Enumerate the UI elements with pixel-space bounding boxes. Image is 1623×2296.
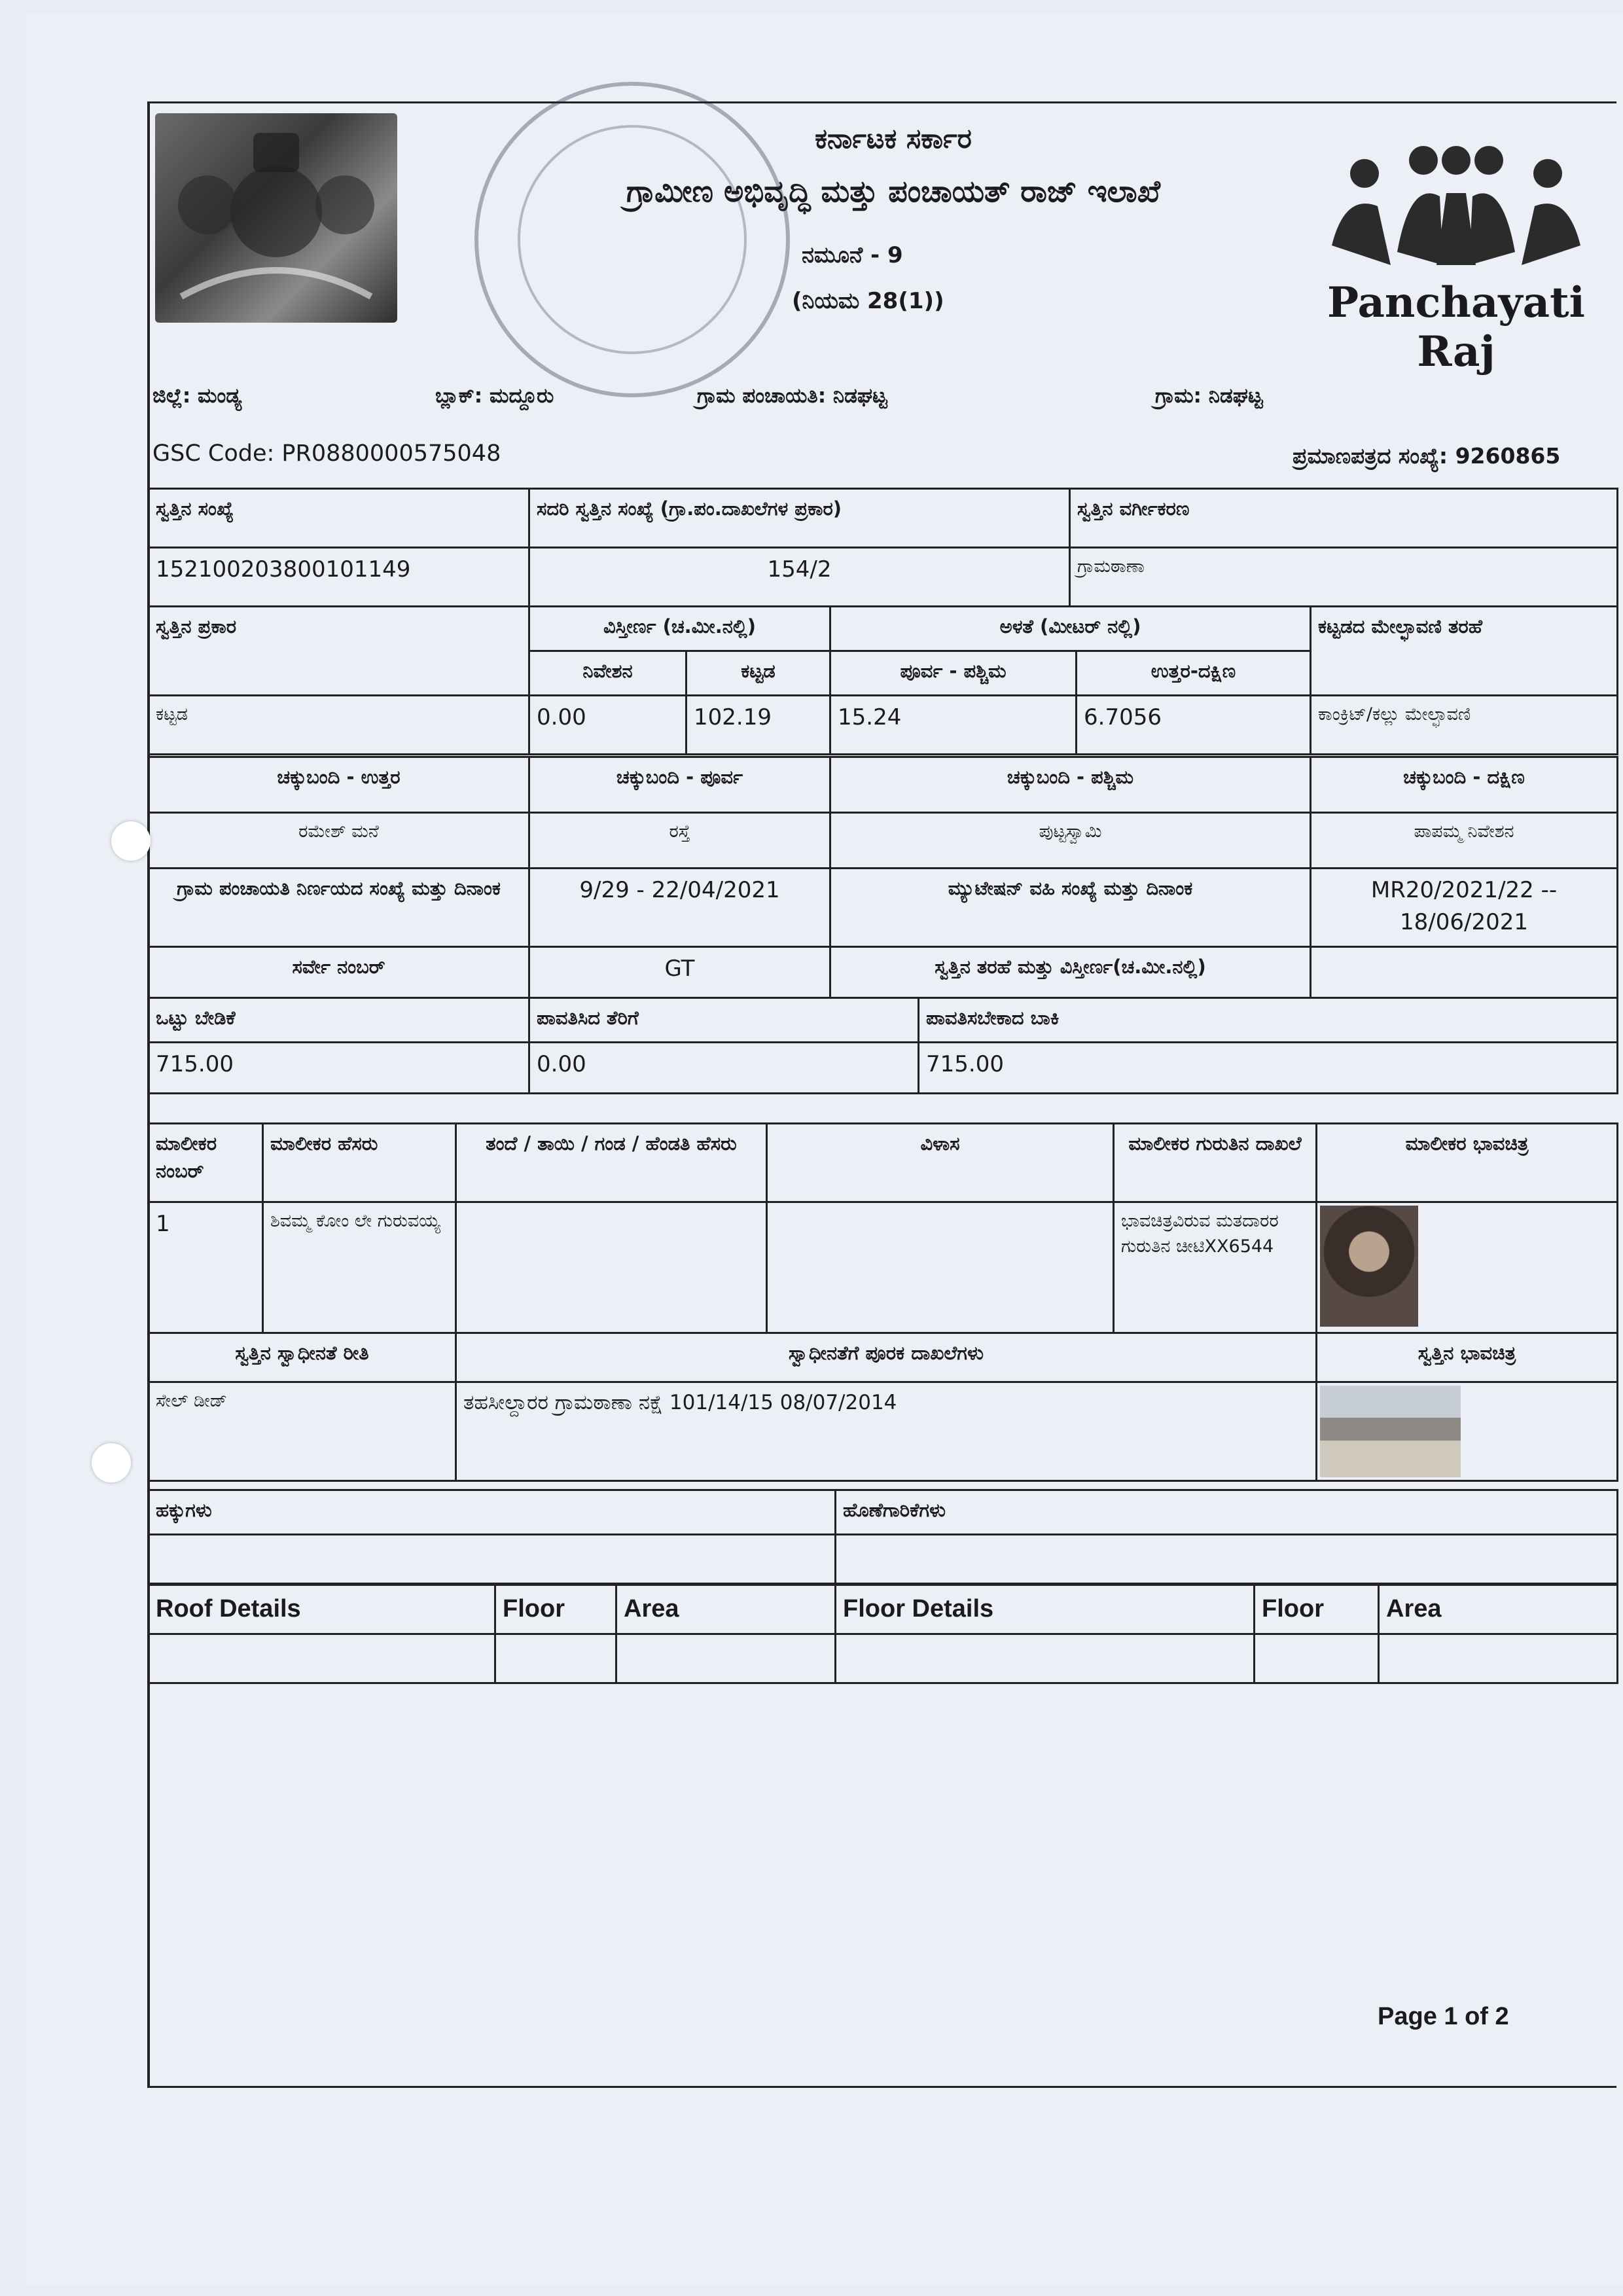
balance-value: 715.00 <box>919 1043 1618 1094</box>
liabilities-label: ಹೊಣೆಗಾರಿಕೆಗಳು <box>836 1490 1618 1535</box>
form-number: ನಮೂನೆ - 9 <box>802 242 903 268</box>
east-west-label: ಪೂರ್ವ - ಪಶ್ಚಿಮ <box>830 651 1077 696</box>
people-icon <box>1319 134 1594 278</box>
east-label: ಚಕ್ಕುಬಂದಿ - ಪೂರ್ವ <box>529 757 830 813</box>
gsc-code: GSC Code: PR0880000575048 <box>152 440 501 467</box>
mutation-label: ಮ್ಯುಟೇಷನ್ ವಹಿ ಸಂಖ್ಯೆ ಮತ್ತು ದಿನಾಂಕ <box>830 869 1311 947</box>
owner-number-header: ಮಾಲೀಕರ ನಂಬರ್ <box>149 1124 263 1202</box>
roof-details-header: Roof Details <box>149 1585 495 1634</box>
tax-table <box>147 997 1618 1094</box>
id-doc-header: ಮಾಲೀಕರ ಗುರುತಿನ ದಾಖಲೆ <box>1114 1124 1317 1202</box>
rule-number: (ನಿಯಮ 28(1)) <box>792 288 944 314</box>
address-header: ವಿಳಾಸ <box>767 1124 1114 1202</box>
gp-number-label: ಸದರಿ ಸ್ವತ್ತಿನ ಸಂಖ್ಯೆ (ಗ್ರಾ.ಪಂ.ದಾಖಲೆಗಳ ಪ್ರಕಾರ) <box>529 489 1070 548</box>
roof-type-value: ಕಾಂಕ್ರಿಟ್/ಕಲ್ಲು ಮೇಲ್ಛಾವಣಿ <box>1311 696 1618 755</box>
dimension-label: ಅಳತೆ (ಮೀಟರ್ ನಲ್ಲಿ) <box>830 607 1311 651</box>
ownership-table <box>147 1332 1618 1482</box>
owner-id-doc: ಭಾವಚಿತ್ರವಿರುವ ಮತದಾರರ ಗುರುತಿನ ಚೀಟಿXX6544 <box>1114 1202 1317 1333</box>
owner-name-header: ಮಾಲೀಕರ ಹೆಸರು <box>263 1124 456 1202</box>
gp-number-value: 154/2 <box>529 548 1070 607</box>
property-id-label: ಸ್ವತ್ತಿನ ಸಂಖ್ಯೆ <box>149 489 529 548</box>
certificate-number: ಪ್ರಮಾಣಪತ್ರದ ಸಂಖ್ಯೆ: 9260865 <box>1293 443 1561 469</box>
details-table <box>147 1584 1618 1684</box>
balance-label: ಪಾವತಿಸಬೇಕಾದ ಬಾಕಿ <box>919 998 1618 1043</box>
floor-floor-header: Floor <box>1255 1585 1379 1634</box>
classification-value: ಗ್ರಾಮಠಾಣಾ <box>1070 548 1618 607</box>
table-row <box>149 1202 1618 1333</box>
site-value: 0.00 <box>529 696 687 755</box>
ownership-mode-label: ಸ್ವತ್ತಿನ ಸ್ವಾಧೀನತೆ ರೀತಿ <box>149 1333 456 1382</box>
owner-photo-cell <box>1317 1202 1618 1333</box>
type-extent-value <box>1311 947 1618 998</box>
owner-photo <box>1320 1206 1418 1327</box>
owner-number: 1 <box>149 1202 263 1333</box>
floor-details-header: Floor Details <box>836 1585 1255 1634</box>
page-number: Page 1 of 2 <box>1378 2003 1509 2030</box>
survey-label: ಸರ್ವೇ ನಂಬರ್ <box>149 947 529 998</box>
owner-address <box>767 1202 1114 1333</box>
north-south-label: ಉತ್ತರ-ದಕ್ಷಿಣ <box>1077 651 1311 696</box>
logo-text: Panchayati Raj <box>1327 278 1585 376</box>
type-extent-label: ಸ್ವತ್ತಿನ ತರಹೆ ಮತ್ತು ವಿಸ್ತೀರ್ಣ(ಚ.ಮೀ.ನಲ್ಲಿ) <box>830 947 1311 998</box>
roof-type-label: ಕಟ್ಟಡದ ಮೇಲ್ಛಾವಣಿ ತರಹೆ <box>1311 607 1618 696</box>
property-table <box>147 488 1618 607</box>
extent-label: ವಿಸ್ತೀರ್ಣ (ಚ.ಮೀ.ನಲ್ಲಿ) <box>529 607 830 651</box>
rights-label: ಹಕ್ಕುಗಳು <box>149 1490 836 1535</box>
north-label: ಚಕ್ಕುಬಂದಿ - ಉತ್ತರ <box>149 757 529 813</box>
liabilities-value <box>836 1535 1618 1584</box>
building-label: ಕಟ್ಟಡ <box>687 651 830 696</box>
rights-table <box>147 1489 1618 1585</box>
ownership-mode-value: ಸೇಲ್ ಡೀಡ್ <box>149 1382 456 1481</box>
district: ಜಿಲ್ಲೆ: ಮಂಡ್ಯ <box>152 384 242 408</box>
owners-table <box>147 1122 1618 1334</box>
property-certificate <box>147 101 1616 2088</box>
block: ಬ್ಲಾಕ್: ಮದ್ದೂರು <box>435 384 554 408</box>
boundary-table <box>147 756 1618 999</box>
west-label: ಚಕ್ಕುಬಂದಿ - ಪಶ್ಚಿಮ <box>830 757 1311 813</box>
north-value: ರಮೇಶ್ ಮನೆ <box>149 813 529 869</box>
east-west-value: 15.24 <box>830 696 1077 755</box>
relation-header: ತಂದೆ / ತಾಯಿ / ಗಂಡ / ಹೆಂಡತಿ ಹೆಸರು <box>456 1124 767 1202</box>
west-value: ಪುಟ್ಟಸ್ವಾಮಿ <box>830 813 1311 869</box>
owner-name: ಶಿವಮ್ಮ ಕೋಂ ಲೇ ಗುರುವಯ್ಯ <box>263 1202 456 1333</box>
south-value: ಪಾಪಮ್ಮ ನಿವೇಶನ <box>1311 813 1618 869</box>
property-photo-cell <box>1317 1382 1618 1481</box>
mutation-value: MR20/2021/22 -- 18/06/2021 <box>1311 869 1618 947</box>
resolution-value: 9/29 - 22/04/2021 <box>529 869 830 947</box>
classification-label: ಸ್ವತ್ತಿನ ವರ್ಗೀಕರಣ <box>1070 489 1618 548</box>
property-type-value: ಕಟ್ಟಡ <box>149 696 529 755</box>
owner-relation <box>456 1202 767 1333</box>
department-title: ಗ್ರಾಮೀಣ ಅಭಿವೃದ್ಧಿ ಮತ್ತು ಪಂಚಾಯತ್ ರಾಜ್ ಇಲಾಖೆ <box>626 173 1160 209</box>
panchayati-raj-logo <box>1319 134 1594 376</box>
punch-hole-icon <box>111 821 151 861</box>
roof-area-cell <box>616 1634 836 1683</box>
village: ಗ್ರಾಮ: ನಿಡಘಟ್ಟ <box>1155 384 1263 408</box>
owner-photo-header: ಮಾಲೀಕರ ಭಾವಚಿತ್ರ <box>1317 1124 1618 1202</box>
gram-panchayat: ಗ್ರಾಮ ಪಂಚಾಯತಿ: ನಿಡಘಟ್ಟ <box>697 384 887 408</box>
roof-details-cell <box>149 1634 495 1683</box>
paid-tax-label: ಪಾವತಿಸಿದ ತೆರಿಗೆ <box>529 998 919 1043</box>
property-type-label: ಸ್ವತ್ತಿನ ಪ್ರಕಾರ <box>149 607 529 696</box>
govt-title: ಕರ್ನಾಟಕ ಸರ್ಕಾರ <box>815 122 972 154</box>
resolution-label: ಗ್ರಾಮ ಪಂಚಾಯತಿ ನಿರ್ಣಯದ ಸಂಖ್ಯೆ ಮತ್ತು ದಿನಾಂಕ <box>149 869 529 947</box>
property-id-value: 152100203800101149 <box>149 548 529 607</box>
karnataka-emblem-icon <box>155 113 397 323</box>
survey-value: GT <box>529 947 830 998</box>
south-label: ಚಕ್ಕುಬಂದಿ - ದಕ್ಷಿಣ <box>1311 757 1618 813</box>
floor-details-cell <box>836 1634 1255 1683</box>
punch-hole-icon <box>92 1443 131 1482</box>
floor-area-header: Area <box>1379 1585 1618 1634</box>
property-photo-label: ಸ್ವತ್ತಿನ ಭಾವಚಿತ್ರ <box>1317 1333 1618 1382</box>
floor-floor-cell <box>1255 1634 1379 1683</box>
east-value: ರಸ್ತೆ <box>529 813 830 869</box>
ownership-docs-label: ಸ್ವಾಧೀನತೆಗೆ ಪೂರಕ ದಾಖಲೆಗಳು <box>456 1333 1317 1382</box>
floor-area-cell <box>1379 1634 1618 1683</box>
property-photo <box>1320 1386 1461 1477</box>
north-south-value: 6.7056 <box>1077 696 1311 755</box>
rights-value <box>149 1535 836 1584</box>
total-demand-value: 715.00 <box>149 1043 529 1094</box>
site-label: ನಿವೇಶನ <box>529 651 687 696</box>
roof-floor-cell <box>495 1634 616 1683</box>
ownership-docs-value: ತಹಸೀಲ್ದಾರರ ಗ್ರಾಮಠಾಣಾ ನಕ್ಷೆ 101/14/15 08/07/2014 <box>456 1382 1317 1481</box>
roof-floor-header: Floor <box>495 1585 616 1634</box>
roof-area-header: Area <box>616 1585 836 1634</box>
paid-tax-value: 0.00 <box>529 1043 919 1094</box>
extent-table <box>147 605 1618 755</box>
total-demand-label: ಒಟ್ಟು ಬೇಡಿಕೆ <box>149 998 529 1043</box>
building-value: 102.19 <box>687 696 830 755</box>
